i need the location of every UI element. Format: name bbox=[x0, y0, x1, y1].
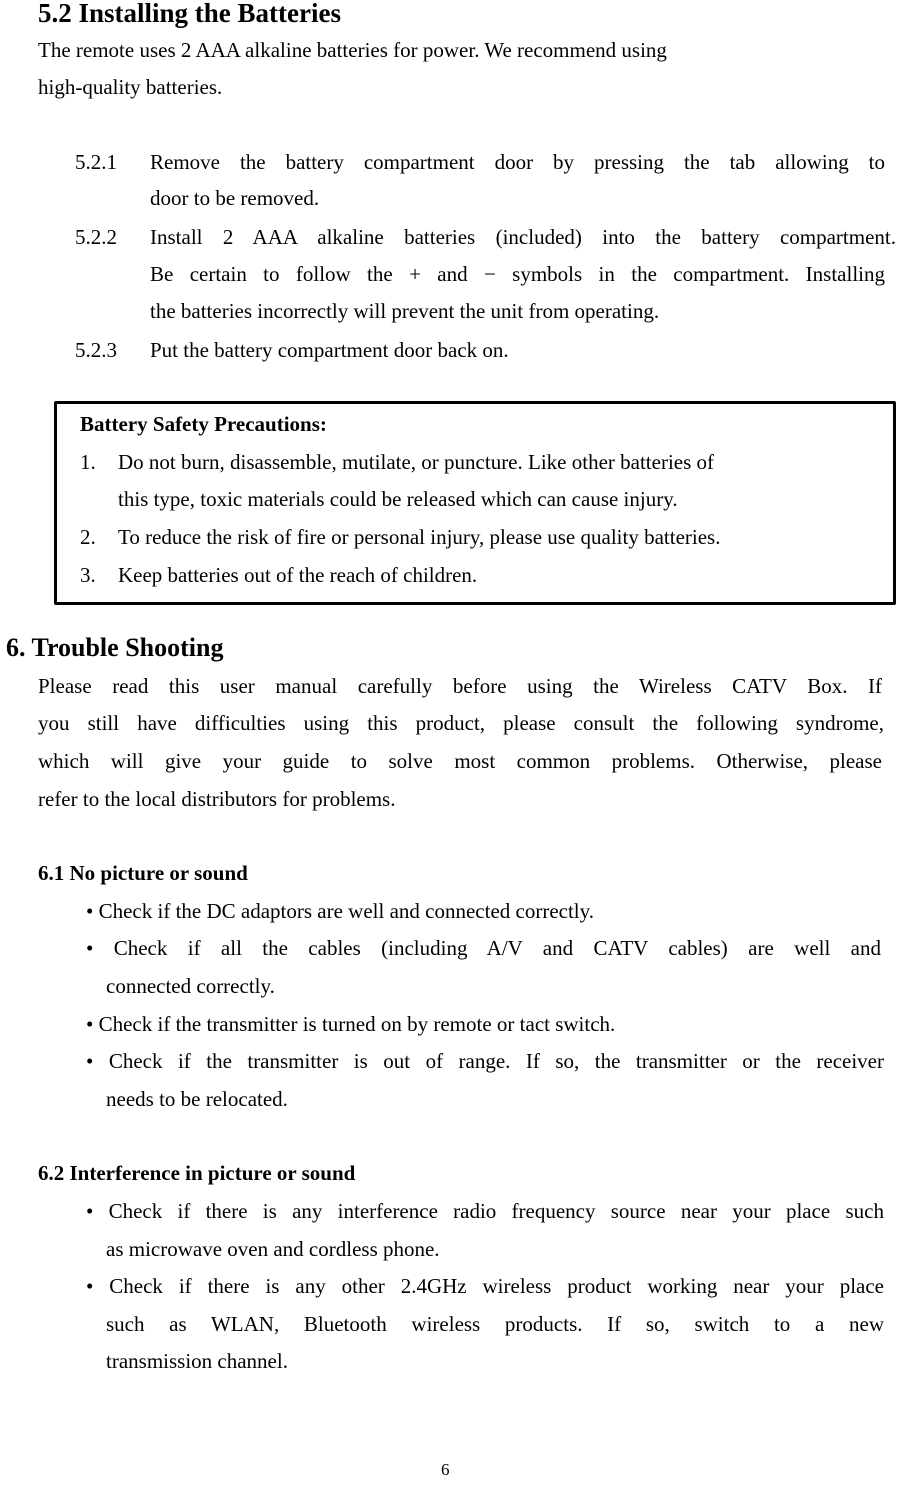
paragraph-line: you still have difficulties using this product, please consult the following syndrome, bbox=[38, 711, 884, 735]
safety-item-text: To reduce the risk of fire or personal injury, please use quality batteries. bbox=[118, 525, 721, 549]
safety-item-number: 3. bbox=[80, 563, 96, 587]
bullet-item-continuation: as microwave oven and cordless phone. bbox=[106, 1237, 440, 1261]
step-number: 5.2.2 bbox=[75, 225, 117, 249]
paragraph-line: refer to the local distributors for problems. bbox=[38, 787, 396, 811]
safety-item-text: Do not burn, disassemble, mutilate, or puncture. Like other batteries of bbox=[118, 450, 715, 474]
safety-item-text: this type, toxic materials could be released which can cause injury. bbox=[118, 487, 678, 511]
bullet-item: • Check if there is any interference radio frequency source near your place such bbox=[86, 1199, 884, 1223]
step-number: 5.2.1 bbox=[75, 150, 117, 174]
intro-line-1: The remote uses 2 AAA alkaline batteries for power. We recommend using bbox=[38, 38, 667, 62]
step-text: Be certain to follow the + and − symbols in the compartment. Installing bbox=[150, 262, 885, 286]
section-6-heading: 6. Trouble Shooting bbox=[6, 633, 224, 662]
safety-item-number: 2. bbox=[80, 525, 96, 549]
page-number: 6 bbox=[441, 1460, 450, 1479]
bullet-item-continuation: connected correctly. bbox=[106, 974, 275, 998]
step-text: Install 2 AAA alkaline batteries (included) into the battery compartment. bbox=[150, 225, 896, 249]
safety-box-title: Battery Safety Precautions: bbox=[80, 412, 327, 436]
bullet-item-continuation: such as WLAN, Bluetooth wireless products. If so, switch to a new bbox=[106, 1312, 884, 1336]
bullet-item: • Check if the transmitter is out of range. If so, the transmitter or the receiver bbox=[86, 1049, 884, 1073]
step-text: the batteries incorrectly will prevent the unit from operating. bbox=[150, 299, 660, 323]
bullet-item: • Check if the transmitter is turned on by remote or tact switch. bbox=[86, 1012, 616, 1036]
step-text: door to be removed. bbox=[150, 186, 320, 210]
step-number: 5.2.3 bbox=[75, 338, 117, 362]
bullet-item: • Check if there is any other 2.4GHz wireless product working near your place bbox=[86, 1274, 884, 1298]
bullet-item-continuation: transmission channel. bbox=[106, 1349, 288, 1373]
bullet-item: • Check if the DC adaptors are well and connected correctly. bbox=[86, 899, 595, 923]
subsection-6-2-heading: 6.2 Interference in picture or sound bbox=[38, 1161, 356, 1185]
safety-item-number: 1. bbox=[80, 450, 96, 474]
bullet-item: • Check if all the cables (including A/V and CATV cables) are well and bbox=[86, 936, 881, 960]
step-text: Remove the battery compartment door by pressing the tab allowing to bbox=[150, 150, 885, 174]
safety-item-text: Keep batteries out of the reach of children. bbox=[118, 563, 478, 587]
subsection-6-1-heading: 6.1 No picture or sound bbox=[38, 861, 248, 885]
section-5-2-heading: 5.2 Installing the Batteries bbox=[38, 0, 341, 28]
step-text: Put the battery compartment door back on. bbox=[150, 338, 509, 362]
bullet-item-continuation: needs to be relocated. bbox=[106, 1087, 288, 1111]
paragraph-line: Please read this user manual carefully before using the Wireless CATV Box. If bbox=[38, 674, 882, 698]
paragraph-line: which will give your guide to solve most common problems. Otherwise, please bbox=[38, 749, 882, 773]
intro-line-2: high-quality batteries. bbox=[38, 75, 223, 99]
